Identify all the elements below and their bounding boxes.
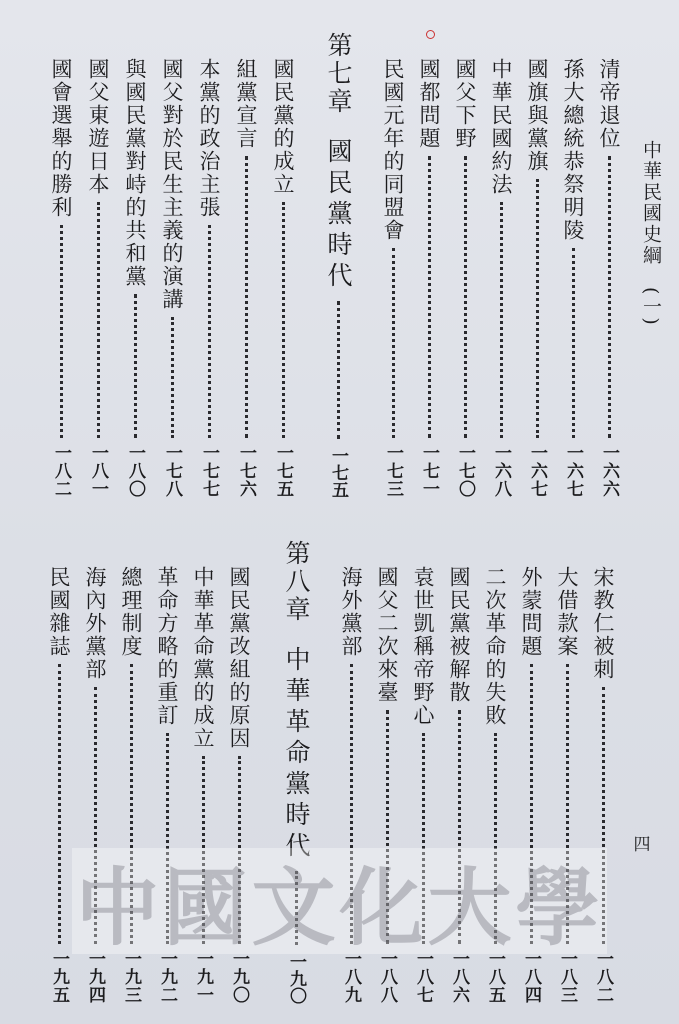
- dot-leader: [171, 317, 174, 438]
- toc-entry-title: 本黨的政治主張: [197, 58, 221, 219]
- dot-leader: [134, 294, 137, 438]
- toc-entry-title: 總理制度: [119, 566, 143, 658]
- toc-entry-title: 組黨宣言: [234, 58, 258, 150]
- toc-entry-page: 一八二: [593, 950, 613, 1004]
- toc-entry-title: 國民黨改組的原因: [227, 566, 251, 750]
- toc-entry-title: 民國雜誌: [47, 566, 71, 658]
- dot-leader: [337, 301, 340, 439]
- toc-entry-page: 一九三: [121, 950, 141, 1004]
- toc-entry: [592, 58, 626, 498]
- toc-entry-title: 國民黨被解散: [447, 566, 471, 704]
- dot-leader: [60, 225, 63, 438]
- dot-leader: [97, 202, 100, 438]
- dot-leader: [536, 179, 539, 438]
- toc-entry-title: 國父東遊日本: [86, 58, 110, 196]
- toc-entry: [118, 58, 152, 498]
- toc-entry-title: 國都問題: [417, 58, 441, 150]
- dot-leader: [464, 156, 467, 438]
- toc-entry: [266, 58, 300, 498]
- toc-entry: [42, 566, 76, 1004]
- toc-entry-title: 海內外黨部: [83, 566, 107, 681]
- toc-entry-title: 民國元年的同盟會: [381, 58, 405, 242]
- toc-entry-title: 大借款案: [555, 566, 579, 658]
- toc-entry-title: 國父對於民生主義的演講: [160, 58, 184, 311]
- toc-entry-title: 袁世凱稱帝野心: [411, 566, 435, 727]
- toc-entry-page: 一七一: [419, 444, 439, 498]
- dot-leader: [392, 248, 395, 438]
- page-number: 四: [633, 835, 651, 855]
- dot-leader: [245, 156, 248, 438]
- toc-entry-page: 一八一: [88, 444, 108, 498]
- book-title: 中華民國史綱 (一): [640, 140, 662, 327]
- toc-entry-page: 一七〇: [455, 444, 475, 498]
- dot-leader: [58, 664, 61, 944]
- toc-entry-page: 一八八: [377, 950, 397, 1004]
- toc-entry-title: 中華革命黨的成立: [191, 566, 215, 750]
- toc-entry-page: 一六六: [599, 444, 619, 498]
- chapter-heading: [318, 32, 358, 498]
- ink-mark: [426, 30, 435, 39]
- toc-entry-page: 一六七: [527, 444, 547, 498]
- toc-entry-page: 一九四: [85, 950, 105, 1004]
- toc-entry-title: 國會選舉的勝利: [49, 58, 73, 219]
- toc-entry-page: 一九五: [49, 950, 69, 1004]
- running-header: [636, 140, 666, 327]
- toc-entry-page: 一八三: [557, 950, 577, 1004]
- toc-entry: [412, 58, 446, 498]
- toc-entry-title: 國父二次來臺: [375, 566, 399, 704]
- toc-entry-title: 清帝退位: [597, 58, 621, 150]
- toc-entry-page: 一八六: [449, 950, 469, 1004]
- toc-entry-page: 一九一: [193, 950, 213, 1004]
- toc-entry-title: 與國民黨對峙的共和黨: [123, 58, 147, 288]
- toc-entry: [376, 58, 410, 498]
- toc-entry-page: 一八四: [521, 950, 541, 1004]
- toc-entry-page: 一八二: [51, 444, 71, 498]
- toc-entry-page: 一七三: [383, 444, 403, 498]
- toc-entry-page: 一八五: [485, 950, 505, 1004]
- toc-entry: [556, 58, 590, 498]
- toc-entry-title: 宋教仁被刺: [591, 566, 615, 681]
- chapter-page: 一九〇: [286, 953, 306, 1004]
- dot-leader: [282, 202, 285, 438]
- toc-entry-title: 孫大總統恭祭明陵: [561, 58, 585, 242]
- toc-entry-page: 一九〇: [229, 950, 249, 1004]
- chapter-number: 第八章: [282, 540, 311, 624]
- toc-entry: [81, 58, 115, 498]
- toc-entry-page: 一六七: [563, 444, 583, 498]
- toc-entry: [520, 58, 554, 498]
- dot-leader: [572, 248, 575, 438]
- toc-entry-title: 海外黨部: [339, 566, 363, 658]
- dot-leader: [208, 225, 211, 438]
- dot-leader: [428, 156, 431, 438]
- dot-leader: [608, 156, 611, 438]
- toc-entry: [484, 58, 518, 498]
- toc-entry: [229, 58, 263, 498]
- toc-entry-page: 一八九: [341, 950, 361, 1004]
- toc-entry-page: 一七五: [273, 444, 293, 498]
- toc-entry: [155, 58, 189, 498]
- chapter-number: 第七章: [324, 32, 353, 116]
- toc-entry-page: 一七七: [199, 444, 219, 498]
- toc-entry-title: 革命方略的重訂: [155, 566, 179, 727]
- toc-entry: [44, 58, 78, 498]
- toc-entry: [448, 58, 482, 498]
- toc-entry-title: 國父下野: [453, 58, 477, 150]
- toc-entry-page: 一七八: [162, 444, 182, 498]
- toc-entry-title: 外蒙問題: [519, 566, 543, 658]
- toc-entry-title: 中華民國約法: [489, 58, 513, 196]
- toc-entry-page: 一六八: [491, 444, 511, 498]
- toc-entry-page: 一八七: [413, 950, 433, 1004]
- toc-entry-page: 一七六: [236, 444, 256, 498]
- toc-entry-page: 一八〇: [125, 444, 145, 498]
- chapter-title: 中華革命黨時代: [282, 646, 311, 863]
- toc-entry: [192, 58, 226, 498]
- chapter-page: 一七五: [328, 447, 348, 498]
- toc-entry-title: 國民黨的成立: [271, 58, 295, 196]
- toc-entry-page: 一九二: [157, 950, 177, 1004]
- dot-leader: [500, 202, 503, 438]
- chapter-title: 國民黨時代: [324, 138, 353, 293]
- university-watermark: 中國文化大學: [72, 848, 607, 954]
- toc-entry-title: 二次革命的失敗: [483, 566, 507, 727]
- toc-entry-title: 國旗與黨旗: [525, 58, 549, 173]
